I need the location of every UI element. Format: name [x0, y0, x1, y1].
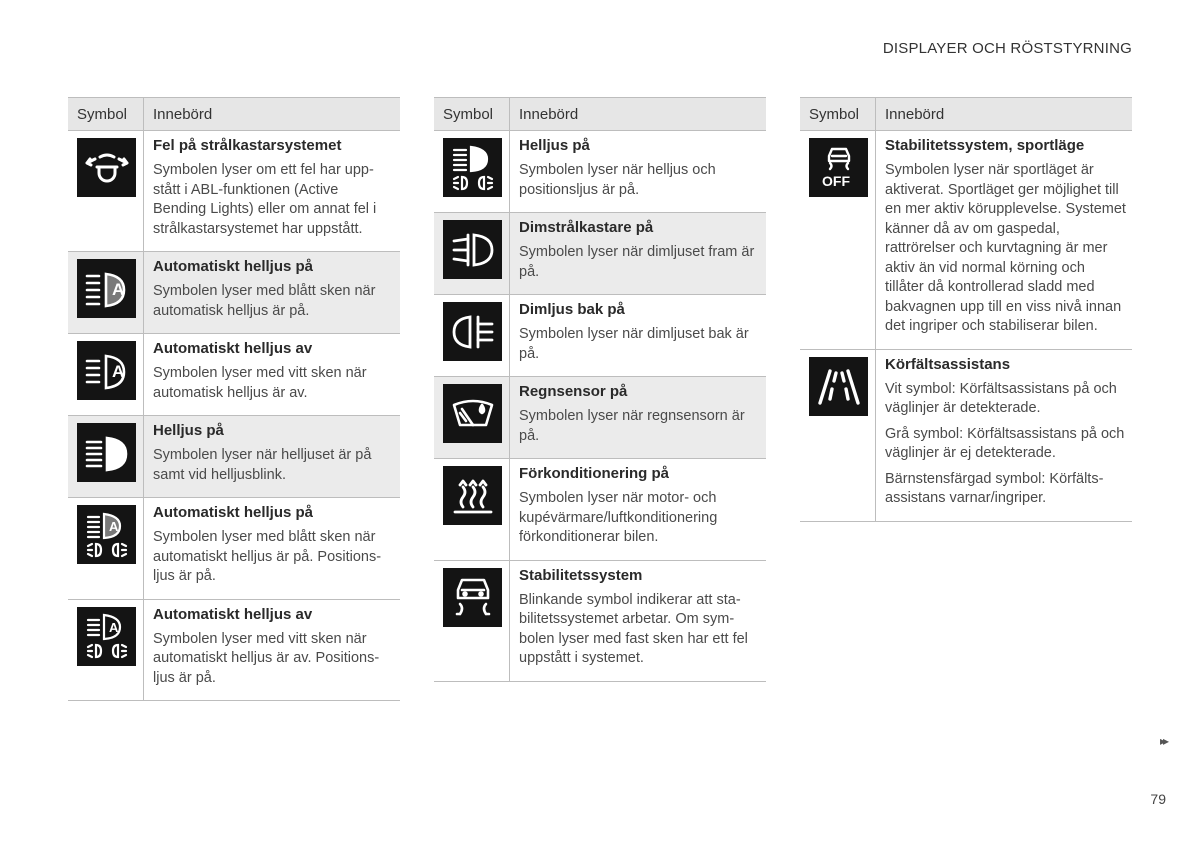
symbol-column-header: Symbol	[800, 98, 876, 130]
row-description: Symbolen lyser när dimljuset bak är på.	[519, 326, 749, 362]
symbol-table-1	[68, 97, 400, 701]
lane-assist-icon	[809, 357, 868, 416]
auto-high-beam-off-icon	[77, 341, 136, 400]
row-description: Symbolen lyser med vitt sken när automatiskt helljus är av. Positionsljus är på.	[153, 630, 380, 686]
auto-high-beam-position-off-icon	[77, 607, 136, 666]
table-row	[68, 416, 400, 498]
row-title: Stabilitetssystem, sportläge	[885, 137, 1085, 154]
meaning-column-header: Innebörd	[885, 105, 945, 123]
svg-text:OFF: OFF	[821, 172, 850, 189]
table-row	[68, 131, 400, 252]
row-description: Symbolen lyser när helljuset är på samt vid helljusblink.	[153, 447, 372, 483]
row-description: Symbolen lyser när dimljuset fram är på.	[519, 244, 755, 280]
svg-text:A: A	[108, 518, 118, 534]
table-row	[68, 334, 400, 416]
page-number: 79	[1150, 791, 1166, 807]
table-row	[434, 213, 766, 295]
table-row	[434, 295, 766, 377]
row-title: Körfältsassistans	[885, 355, 1011, 373]
row-description: Symbolen lyser med blått sken när automatiskt helljus är på. Positionsljus är på.	[153, 529, 382, 584]
table-header	[800, 97, 1132, 131]
auto-high-beam-position-on-icon	[77, 505, 136, 564]
table-row	[800, 131, 1132, 350]
row-title: Helljus på	[519, 137, 590, 154]
row-title: Förkonditionering på	[519, 465, 669, 482]
row-description: Symbolen lyser när sportläget är aktiverat. Sportläget ger möjlighet till en mer aktiv körupplevelse. Systemet känner då av om gaspedal, rattrörelser och kurvtagning är mer aktiv än vid normal körning och tillåter då kontrollerad sladd med bakvagnen upp till en viss nivå innan det ingriper och stabiliserar bilen.	[885, 162, 1126, 334]
headlight-fault-icon	[77, 138, 136, 197]
row-title: Automatiskt helljus av	[153, 340, 313, 357]
svg-text:A: A	[108, 620, 118, 635]
row-title: Dimljus bak på	[519, 301, 625, 318]
high-beam-position-icon	[443, 138, 502, 197]
row-description: Symbolen lyser med blått sken när automatisk helljus är på.	[153, 283, 376, 319]
row-description: Symbolen lyser om ett fel har uppstått i ABL-funktionen (Active Bending Lights) eller om annat fel i strålkastarsystemet har uppstått.	[153, 162, 377, 237]
row-description: Symbolen lyser med vitt sken när automatisk helljus är av.	[153, 365, 367, 401]
row-description: Symbolen lyser när regnsensorn är på.	[519, 408, 745, 444]
high-beam-icon	[77, 423, 136, 482]
table-header	[68, 97, 400, 131]
table-row	[434, 561, 766, 682]
table-row	[434, 377, 766, 459]
row-title: Regnsensor på	[519, 383, 628, 400]
table-header	[434, 97, 766, 131]
row-title: Dimstrålkastare på	[519, 219, 654, 236]
row-title: Automatiskt helljus på	[153, 258, 314, 275]
row-description: Blinkande symbol indikerar att stabilitetssystemet arbetar. Om symbolen lyser med fast sken har ett fel uppstått i systemet.	[519, 591, 748, 666]
stability-sport-off-icon	[809, 138, 868, 197]
preconditioning-icon	[443, 466, 502, 525]
svg-text:A: A	[111, 279, 124, 299]
table-row	[68, 600, 400, 702]
row-description: Symbolen lyser när motor- och kupévärmare/luftkonditionering förkonditionerar bilen.	[519, 490, 718, 545]
table-row	[434, 131, 766, 213]
row-description: Grå symbol: Körfältsassistans på och väglinjer är ej detekterade.	[885, 425, 1125, 461]
table-row	[434, 459, 766, 561]
row-title: Stabilitetssystem	[519, 566, 643, 584]
row-description: Vit symbol: Körfältsassistans på och väglinjer är detekterade.	[885, 380, 1117, 416]
row-description: Symbolen lyser när helljus och positionsljus är på.	[519, 162, 716, 198]
table-row	[800, 350, 1132, 522]
front-fog-light-icon	[443, 220, 502, 279]
table-row	[68, 252, 400, 334]
row-title: Automatiskt helljus av	[153, 605, 313, 623]
symbol-column-header: Symbol	[68, 98, 144, 130]
svg-text:A: A	[111, 361, 124, 381]
symbol-table-2	[434, 97, 766, 682]
row-title: Helljus på	[153, 422, 224, 439]
section-title: DISPLAYER OCH RÖSTSTYRNING	[882, 40, 1132, 57]
row-description: Bärnstensfärgad symbol: Körfältsassistans varnar/ingriper.	[885, 470, 1104, 506]
row-title: Fel på strålkastarsystemet	[153, 137, 342, 154]
meaning-column-header: Innebörd	[153, 105, 213, 123]
continue-arrow-icon: ▸▸	[1159, 734, 1166, 748]
meaning-column-header: Innebörd	[519, 105, 579, 123]
row-title: Automatiskt helljus på	[153, 504, 314, 521]
rear-fog-light-icon	[443, 302, 502, 361]
rain-sensor-icon	[443, 384, 502, 443]
auto-high-beam-on-icon	[77, 259, 136, 318]
table-row	[68, 498, 400, 600]
stability-system-icon	[443, 568, 502, 627]
symbol-column-header: Symbol	[434, 98, 510, 130]
symbol-table-3	[800, 97, 1132, 522]
